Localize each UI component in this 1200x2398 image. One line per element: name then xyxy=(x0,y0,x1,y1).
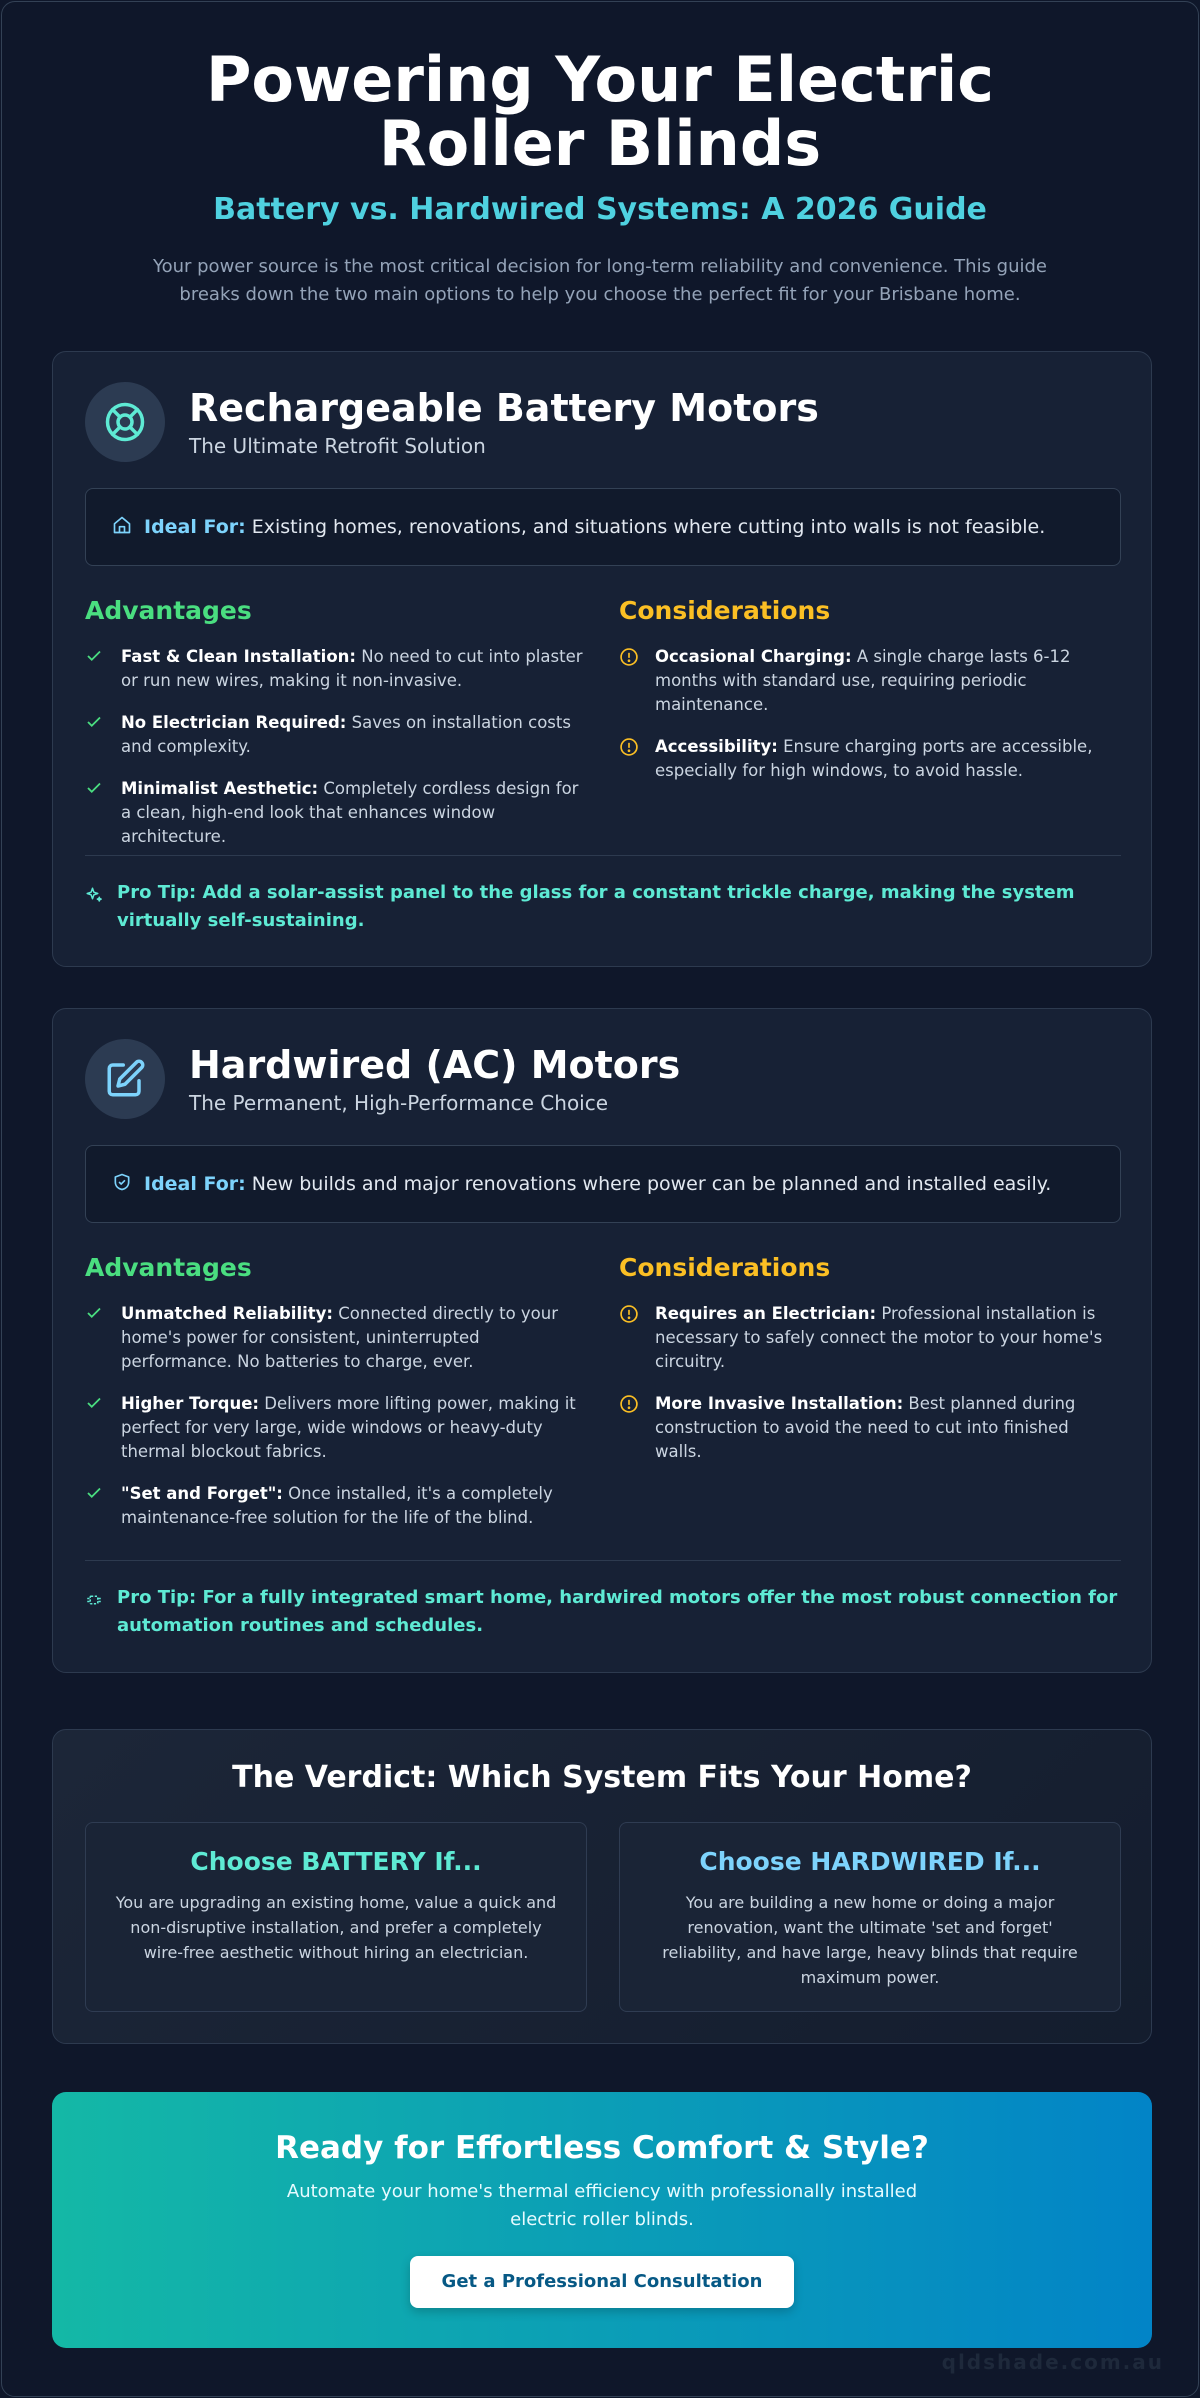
battery-card-subtitle: The Ultimate Retrofit Solution xyxy=(189,434,486,458)
page-title: Powering Your Electric Roller Blinds xyxy=(205,43,995,180)
verdict-section xyxy=(52,1729,1152,2044)
infographic-frame xyxy=(1,1,1199,2397)
item-text: Completely cordless design for a clean, high-end look that enhances window architecture. xyxy=(121,779,579,846)
hardwired-card-title: Hardwired (AC) Motors xyxy=(189,1043,681,1087)
item-bold-label: Fast & Clean Installation: xyxy=(121,647,357,666)
list-item xyxy=(85,1392,585,1464)
battery-considerations xyxy=(619,596,1119,801)
hardwired-pro-tip xyxy=(85,1584,1121,1640)
edit-icon xyxy=(85,1039,165,1119)
check-icon xyxy=(85,1482,121,1530)
hardwired-advantages xyxy=(85,1253,585,1548)
list-item xyxy=(85,645,585,693)
alert-circle-icon xyxy=(619,735,655,783)
item-text: Professional installation is necessary to safely connect the motor to your home's circuitry. xyxy=(655,1304,1103,1371)
hardwired-ideal-box xyxy=(85,1145,1121,1223)
pro-tip-text: Pro Tip: For a fully integrated smart home, hardwired motors offer the most robust connection for automation routines and schedules. xyxy=(117,1587,1118,1636)
item-bold-label: Accessibility: xyxy=(655,737,778,756)
item-text: A single charge lasts 6-12 months with standard use, requiring periodic maintenance. xyxy=(655,647,1071,714)
check-icon xyxy=(85,645,121,693)
check-icon xyxy=(85,1392,121,1464)
home-icon xyxy=(112,515,132,540)
item-text: No need to cut into plaster or run new wires, making it non-invasive. xyxy=(121,647,583,690)
item-bold-label: Requires an Electrician: xyxy=(655,1304,877,1323)
verdict-title: The Verdict: Which System Fits Your Home? xyxy=(232,1760,972,1795)
item-bold-label: Unmatched Reliability: xyxy=(121,1304,333,1323)
item-bold-label: No Electrician Required: xyxy=(121,713,347,732)
verdict-battery-title: Choose BATTERY If... xyxy=(190,1847,482,1876)
battery-advantages xyxy=(85,596,585,867)
list-item xyxy=(619,1302,1119,1374)
item-bold-label: Higher Torque: xyxy=(121,1394,259,1413)
item-text: Delivers more lifting power, making it perfect for very large, wide windows or heavy-duty thermal blockout fabrics. xyxy=(121,1394,576,1461)
pro-tip-text: Pro Tip: Add a solar-assist panel to the glass for a constant trickle charge, making the system virtually self-sustaining. xyxy=(117,882,1075,931)
shield-check-icon xyxy=(112,1172,132,1197)
check-icon xyxy=(85,1302,121,1374)
item-text: Connected directly to your home's power for consistent, uninterrupted performance. No batteries to charge, ever. xyxy=(121,1304,559,1371)
item-text: Best planned during construction to avoid the need to cut into finished walls. xyxy=(655,1394,1076,1461)
item-bold-label: Minimalist Aesthetic: xyxy=(121,779,319,798)
hardwired-card-header xyxy=(85,1039,680,1119)
page-header xyxy=(2,2,1198,309)
considerations-heading: Considerations xyxy=(619,596,831,625)
battery-card-title: Rechargeable Battery Motors xyxy=(189,386,819,430)
hardwired-card xyxy=(52,1008,1152,1673)
alert-circle-icon xyxy=(619,1302,655,1374)
advantages-heading: Advantages xyxy=(85,596,252,625)
card-divider xyxy=(85,855,1121,856)
item-bold-label: More Invasive Installation: xyxy=(655,1394,904,1413)
cpu-icon xyxy=(85,1584,117,1618)
list-item xyxy=(85,711,585,759)
intro-text: Your power source is the most critical decision for long-term reliability and convenience. This guide breaks down the two main options to help you choose the perfect fit for your Brisbane home. xyxy=(152,256,1048,305)
battery-ideal-box xyxy=(85,488,1121,566)
list-item xyxy=(85,1302,585,1374)
advantages-heading: Advantages xyxy=(85,1253,252,1282)
card-divider xyxy=(85,1560,1121,1561)
ideal-for-text: New builds and major renovations where power can be planned and installed easily. xyxy=(251,1173,1052,1195)
item-text: Ensure charging ports are accessible, especially for high windows, to avoid hassle. xyxy=(655,737,1093,780)
sparkles-icon xyxy=(85,879,117,913)
battery-card-header xyxy=(85,382,819,462)
list-item xyxy=(85,777,585,849)
ideal-for-text: Existing homes, renovations, and situations where cutting into walls is not feasible. xyxy=(251,516,1046,538)
item-bold-label: Occasional Charging: xyxy=(655,647,852,666)
battery-pro-tip xyxy=(85,879,1121,935)
site-watermark: qldshade.com.au xyxy=(941,2350,1164,2374)
item-bold-label: "Set and Forget": xyxy=(121,1484,283,1503)
hardwired-considerations xyxy=(619,1253,1119,1482)
list-item xyxy=(619,645,1119,717)
battery-card xyxy=(52,351,1152,967)
check-icon xyxy=(85,711,121,759)
check-icon xyxy=(85,777,121,849)
cta-text: Automate your home's thermal efficiency with professionally installed electric roller blinds. xyxy=(286,2181,918,2230)
verdict-hardwired-title: Choose HARDWIRED If... xyxy=(699,1847,1041,1876)
verdict-battery-box xyxy=(85,1822,587,2012)
list-item xyxy=(619,735,1119,783)
item-text: Once installed, it's a completely maintenance-free solution for the life of the blind. xyxy=(121,1484,553,1527)
lifebuoy-icon xyxy=(85,382,165,462)
ideal-for-label: Ideal For: xyxy=(144,516,246,538)
considerations-heading: Considerations xyxy=(619,1253,831,1282)
item-text: Saves on installation costs and complexity. xyxy=(121,713,571,756)
verdict-hardwired-text: You are building a new home or doing a major renovation, want the ultimate 'set and forget' reliability, and have large, heavy blinds that require maximum power. xyxy=(662,1893,1078,1987)
page-subtitle: Battery vs. Hardwired Systems: A 2026 Guide xyxy=(213,192,987,227)
alert-circle-icon xyxy=(619,645,655,717)
ideal-for-label: Ideal For: xyxy=(144,1173,246,1195)
verdict-battery-text: You are upgrading an existing home, value a quick and non-disruptive installation, and prefer a completely wire-free aesthetic without hiring an electrician. xyxy=(115,1893,557,1962)
cta-title: Ready for Effortless Comfort & Style? xyxy=(275,2130,929,2166)
list-item xyxy=(619,1392,1119,1464)
cta-banner xyxy=(52,2092,1152,2348)
alert-circle-icon xyxy=(619,1392,655,1464)
consultation-button[interactable]: Get a Professional Consultation xyxy=(410,2256,794,2308)
hardwired-card-subtitle: The Permanent, High-Performance Choice xyxy=(189,1091,609,1115)
verdict-hardwired-box xyxy=(619,1822,1121,2012)
list-item xyxy=(85,1482,585,1530)
